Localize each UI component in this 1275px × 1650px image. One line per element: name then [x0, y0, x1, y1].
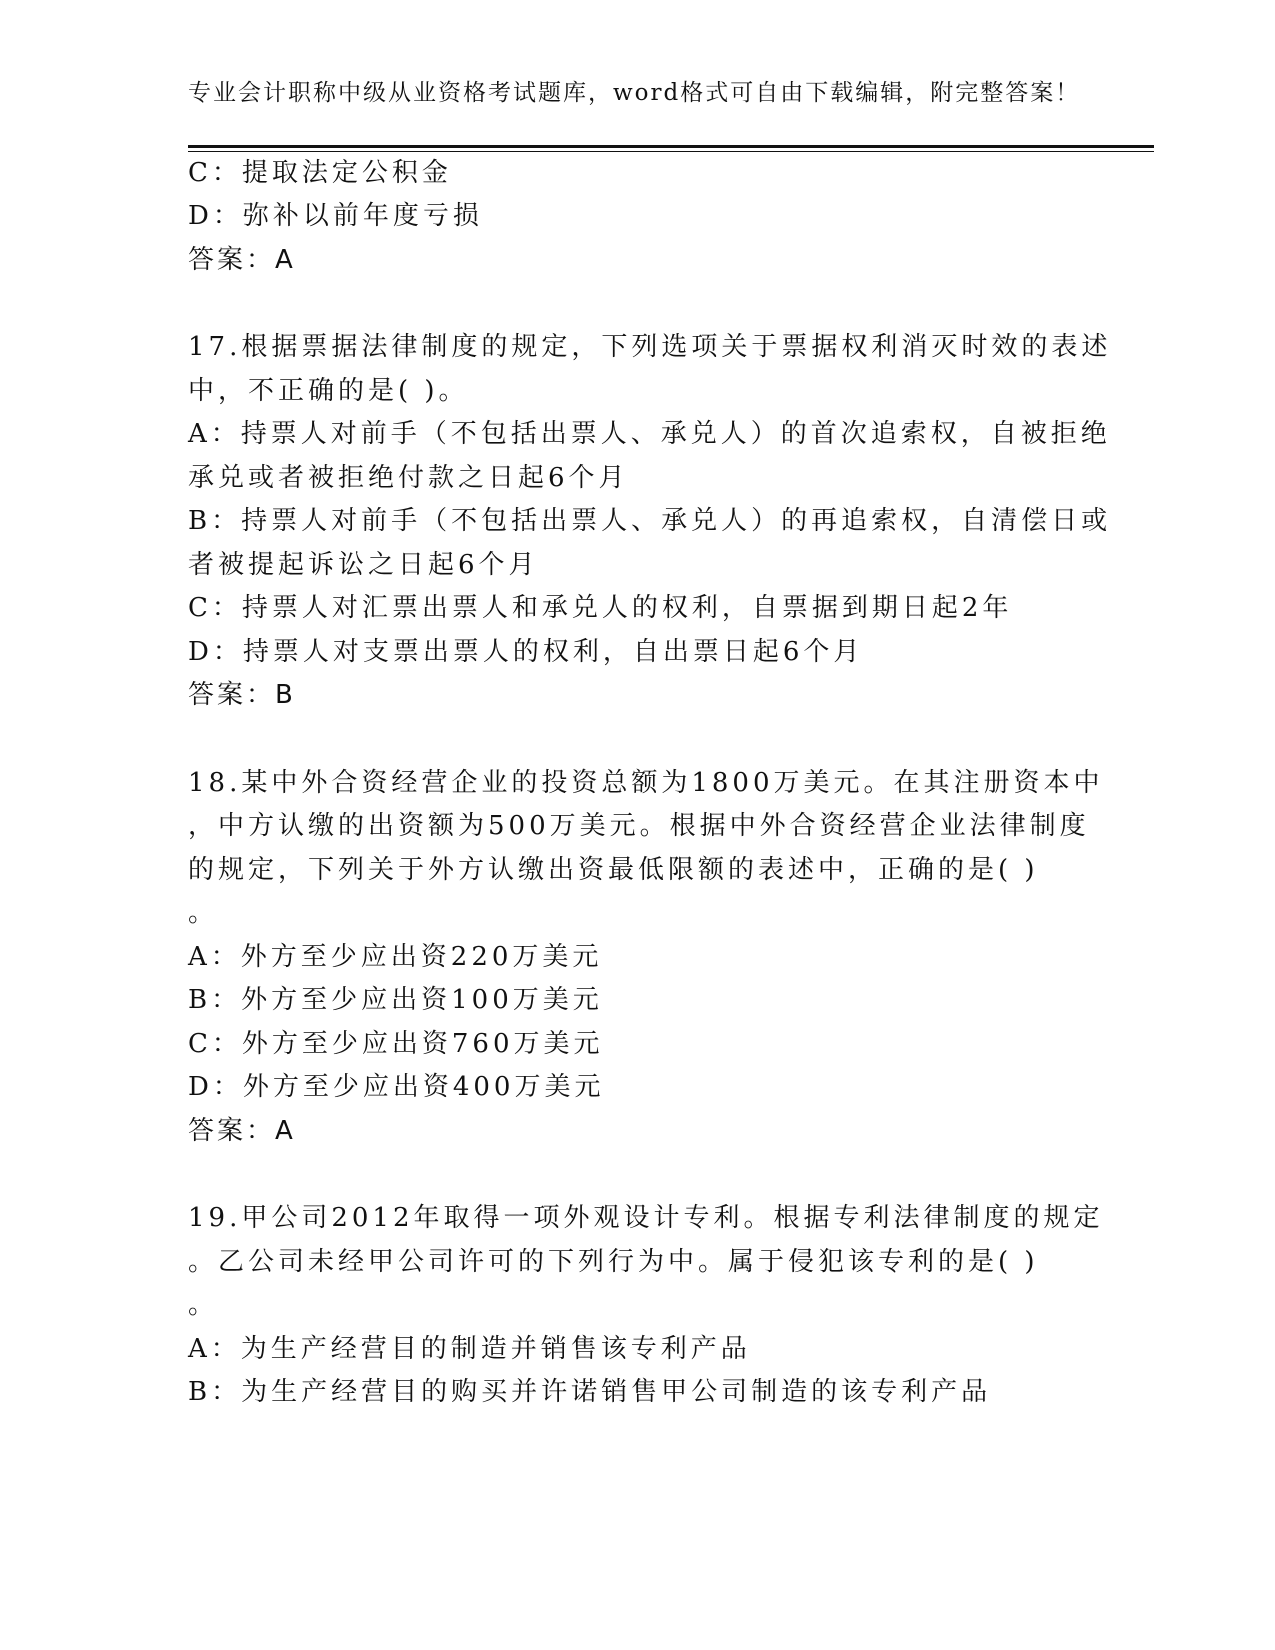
option-line: C：外方至少应出资760万美元: [188, 1029, 604, 1059]
option-line: A：持票人对前手（不包括出票人、承兑人）的首次追索权，自被拒绝: [188, 419, 1111, 449]
option-line: B：为生产经营目的购买并许诺销售甲公司制造的该专利产品: [188, 1377, 992, 1407]
question-line: ，中方认缴的出资额为500万美元。根据中外合资经营企业法律制度: [188, 811, 1090, 841]
option-line: B：持票人对前手（不包括出票人、承兑人）的再追索权，自清偿日或: [188, 506, 1112, 536]
question-line: 。: [188, 1290, 219, 1320]
question-line: 17.根据票据法律制度的规定，下列选项关于票据权利消灭时效的表述: [188, 332, 1112, 362]
header-rule: [188, 145, 1154, 152]
option-line: D：外方至少应出资400万美元: [188, 1072, 605, 1102]
option-line: C：持票人对汇票出票人和承兑人的权利，自票据到期日起2年: [188, 593, 1013, 623]
option-line: B：外方至少应出资100万美元: [188, 985, 603, 1015]
option-line: A：为生产经营目的制造并销售该专利产品: [188, 1334, 751, 1364]
question-line: 。: [188, 898, 219, 928]
option-line: A：外方至少应出资220万美元: [188, 942, 603, 972]
option-line: C：提取法定公积金: [188, 158, 452, 188]
question-line: 18.某中外合资经营企业的投资总额为1800万美元。在其注册资本中: [188, 768, 1104, 798]
option-line: 者被提起诉讼之日起6个月: [188, 550, 539, 580]
option-line: D：持票人对支票出票人的权利，自出票日起6个月: [188, 637, 864, 667]
question-line: 19.甲公司2012年取得一项外观设计专利。根据专利法律制度的规定: [188, 1203, 1104, 1233]
option-line: D：弥补以前年度亏损: [188, 201, 483, 231]
question-line: 中，不正确的是( )。: [188, 376, 469, 406]
question-line: 。乙公司未经甲公司许可的下列行为中。属于侵犯该专利的是( ): [188, 1247, 1039, 1277]
answer-line: 答案：A: [188, 1116, 296, 1146]
question-line: 的规定，下列关于外方认缴出资最低限额的表述中，正确的是( ): [188, 855, 1039, 885]
page-header: 专业会计职称中级从业资格考试题库，word格式可自由下载编辑，附完整答案！: [188, 80, 1081, 106]
answer-line: 答案：B: [188, 680, 296, 710]
answer-line: 答案：A: [188, 245, 296, 275]
option-line: 承兑或者被拒绝付款之日起6个月: [188, 463, 629, 493]
